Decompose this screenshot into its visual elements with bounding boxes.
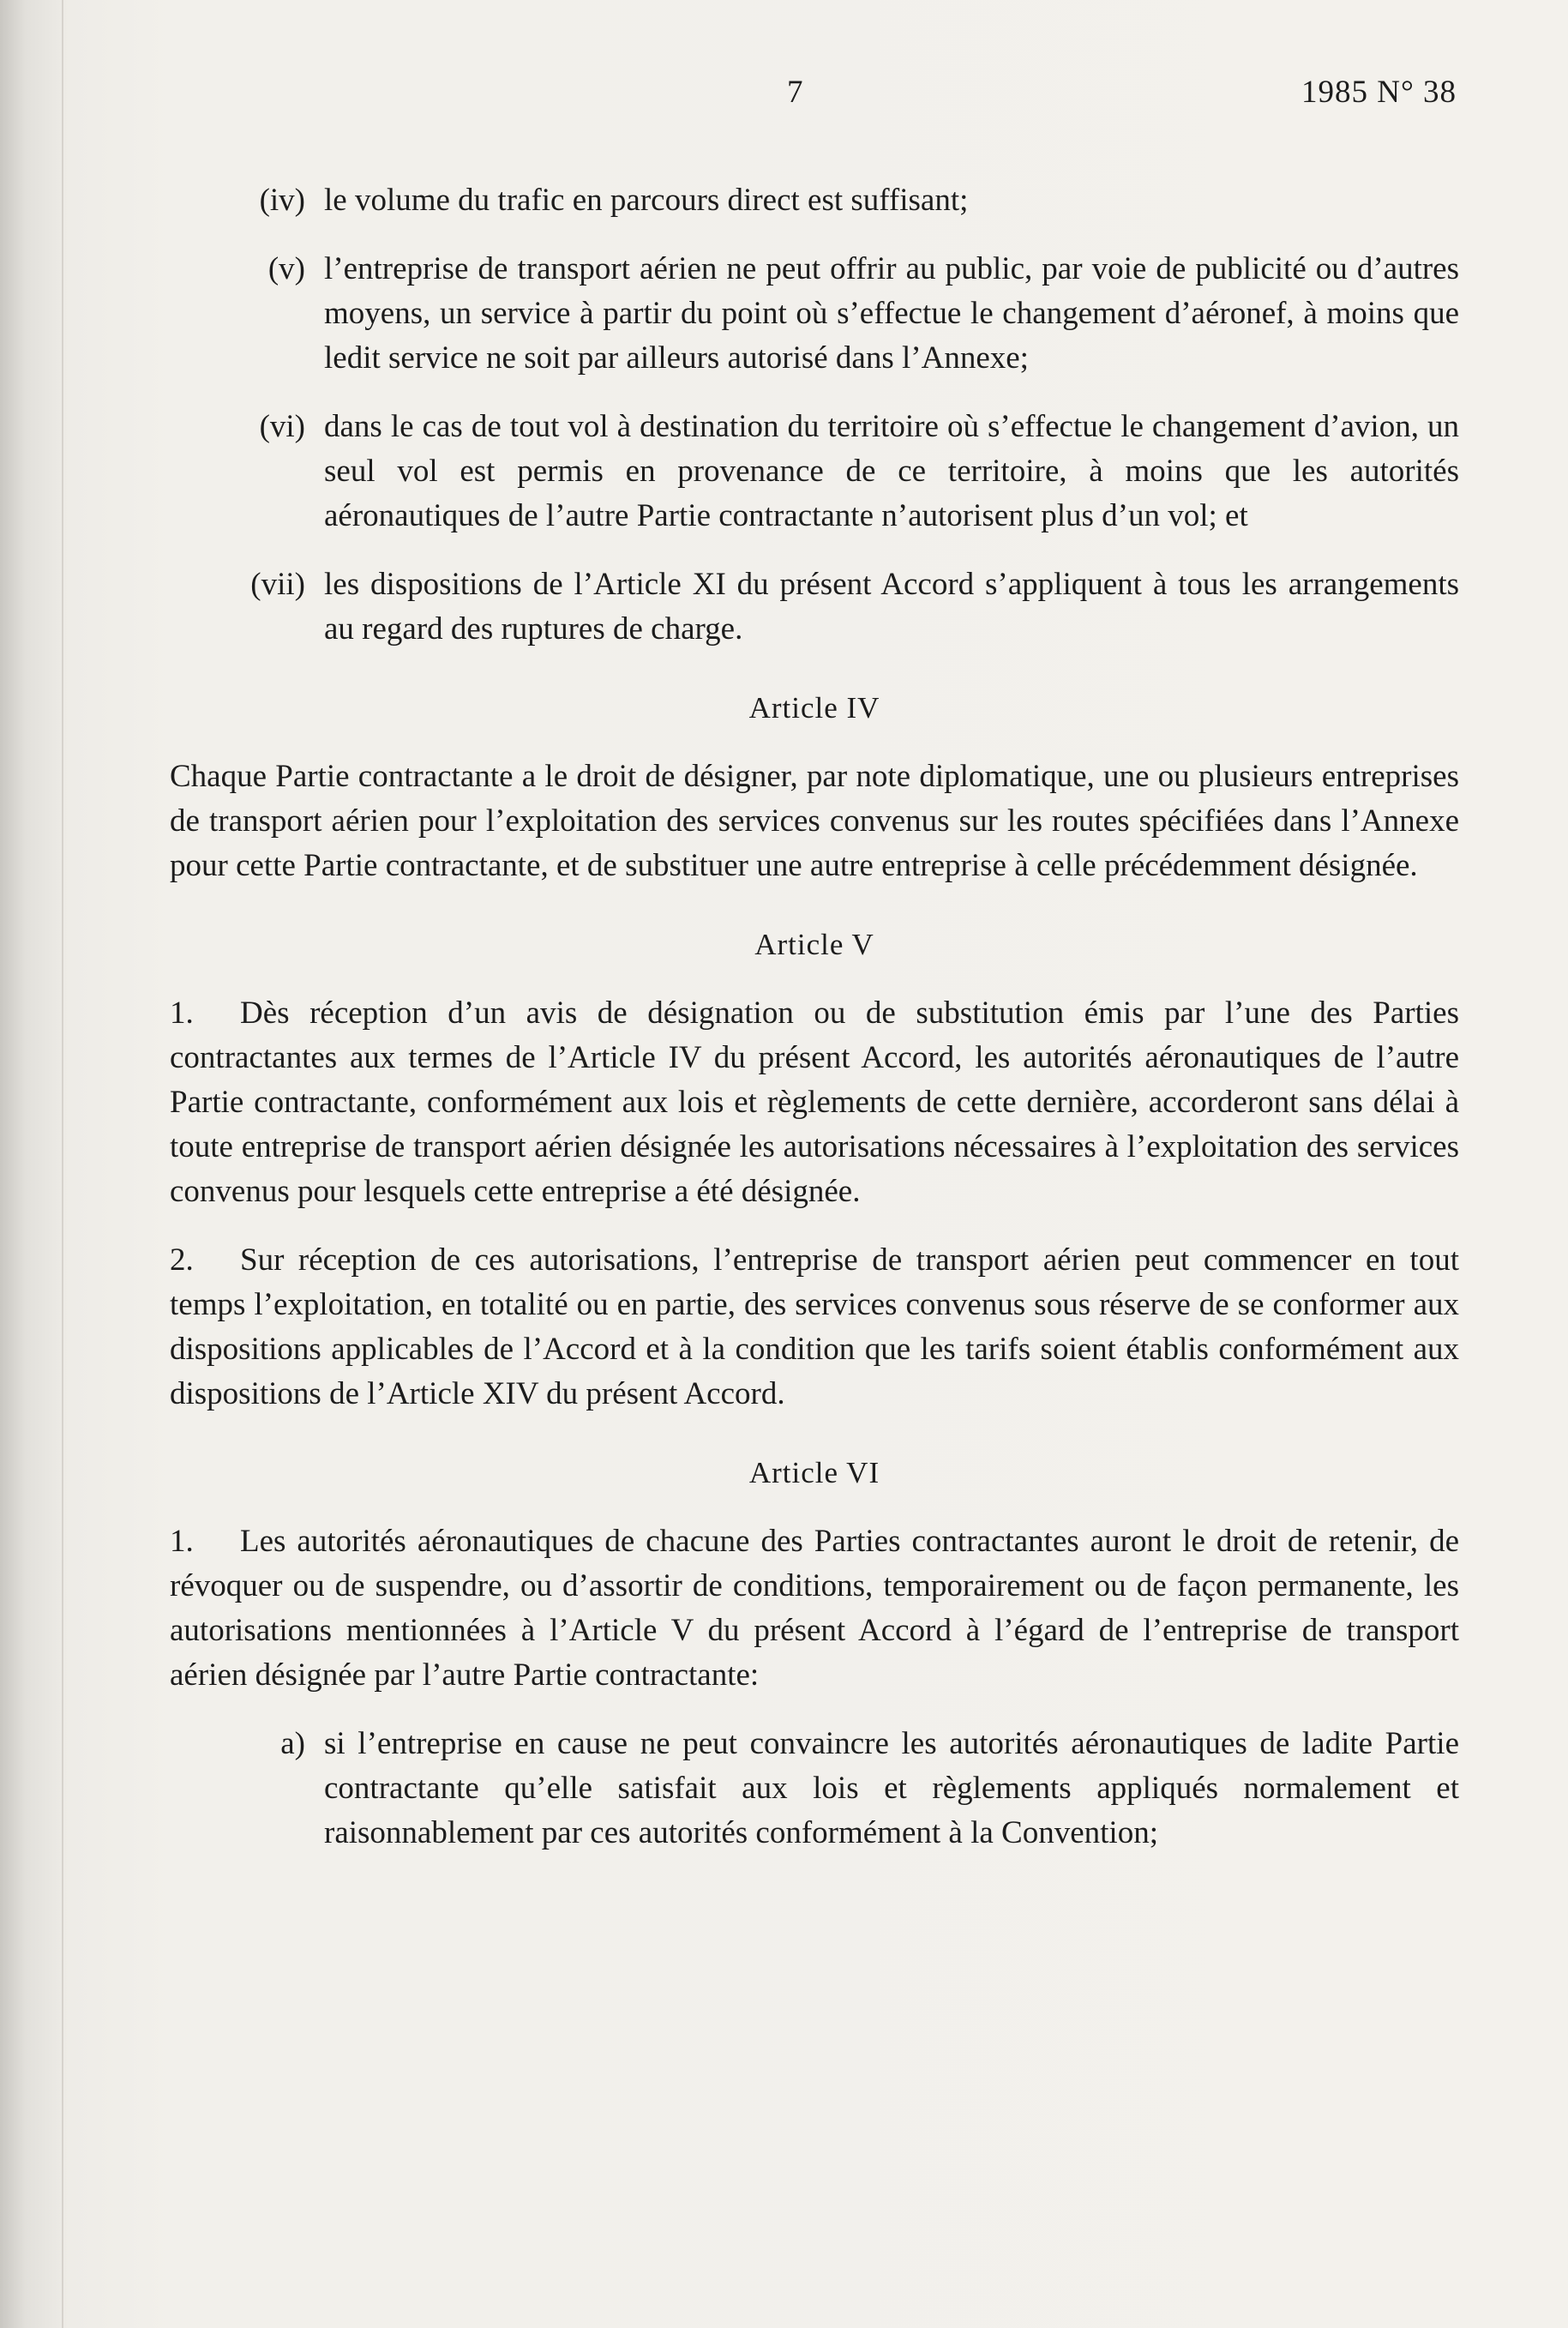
paragraph-number: 2. [170, 1242, 194, 1278]
item-number: (iv) [259, 183, 305, 218]
page-number: 7 [787, 75, 803, 110]
document-body [170, 178, 1459, 1880]
paragraph-text: Dès réception d’un avis de désignation ou de substitution émis par l’une des Parties contractantes aux termes de l’Article IV du présent Accord, les autorités aéronautiques de l’autre Partie contractante, conformément aux lois et règlements de cette dernière, accorderont sans délai à toute entreprise de transport aérien désignée les autorisations nécessaires à l’exploitation des services convenus pour lesquels cette entreprise a été désignée. [170, 996, 1459, 1209]
list-item [170, 405, 1459, 538]
paragraph-text: Les autorités aéronautiques de chacune des Parties contractantes auront le droit de retenir, de révoquer ou de suspendre, ou d’assortir de conditions, temporairement ou de façon permanente, les autorisations mentionnées à l’Article V du présent Accord à l’égard de l’entreprise de transport aérien désignée par l’autre Partie contractante: [170, 1524, 1459, 1693]
item-text: l’entreprise de transport aérien ne peut offrir au public, par voie de publicité ou d’autres moyens, un service à partir du point où s’effectue le changement d’aéronef, à moins que ledit service ne soit par ailleurs autorisé dans l’Annexe; [324, 251, 1459, 376]
article-paragraph [170, 1238, 1459, 1417]
item-text: les dispositions de l’Article XI du présent Accord s’appliquent à tous les arrangements au regard des ruptures de charge. [324, 567, 1459, 647]
paragraph-text: Sur réception de ces autorisations, l’entreprise de transport aérien peut commencer en tout temps l’exploitation, en totalité ou en partie, des services convenus sous réserve de se conformer aux dispositions applicables de l’Accord et à la condition que les tarifs soient établis conformément aux dispositions de l’Article XIV du présent Accord. [170, 1242, 1459, 1411]
item-text: dans le cas de tout vol à destination du territoire où s’effectue le changement d’avion, un seul vol est permis en provenance de ce territoire, à moins que les autorités aéronautiques de l’autre Partie contractante n’autorisent plus d’un vol; et [324, 409, 1459, 533]
paragraph-number: 1. [170, 996, 194, 1031]
item-number: (vi) [259, 409, 305, 444]
article-paragraph [170, 991, 1459, 1214]
running-header [0, 74, 1568, 125]
item-text: le volume du trafic en parcours direct est suffisant; [324, 183, 969, 218]
article-heading: Article IV [748, 691, 880, 725]
article-heading: Article VI [748, 1456, 880, 1489]
page-spine [62, 0, 63, 2328]
item-number: a) [280, 1726, 305, 1761]
item-number: (vii) [250, 567, 305, 602]
list-item [170, 178, 1459, 223]
list-item [170, 562, 1459, 652]
item-number: (v) [267, 251, 305, 286]
article-paragraph [170, 1519, 1459, 1698]
article-paragraph: Chaque Partie contractante a le droit de désigner, par note diplomatique, une ou plusieurs entreprises de transport aérien pour l’exploitation des services convenus sur les routes spécifiées dans l’Annexe pour cette Partie contractante, et de substituer une autre entreprise à celle précédemment désignée. [170, 759, 1459, 883]
year-number-label: 1985 N° 38 [1301, 75, 1457, 110]
article-heading: Article V [754, 928, 874, 961]
paragraph-number: 1. [170, 1524, 194, 1559]
list-item [170, 1722, 1459, 1856]
item-text: si l’entreprise en cause ne peut convaincre les autorités aéronautiques de ladite Partie contractante qu’elle satisfait aux lois et règlements appliqués normalement et raisonnablement par ces autorités conformément à la Convention; [324, 1726, 1459, 1850]
list-item [170, 247, 1459, 381]
